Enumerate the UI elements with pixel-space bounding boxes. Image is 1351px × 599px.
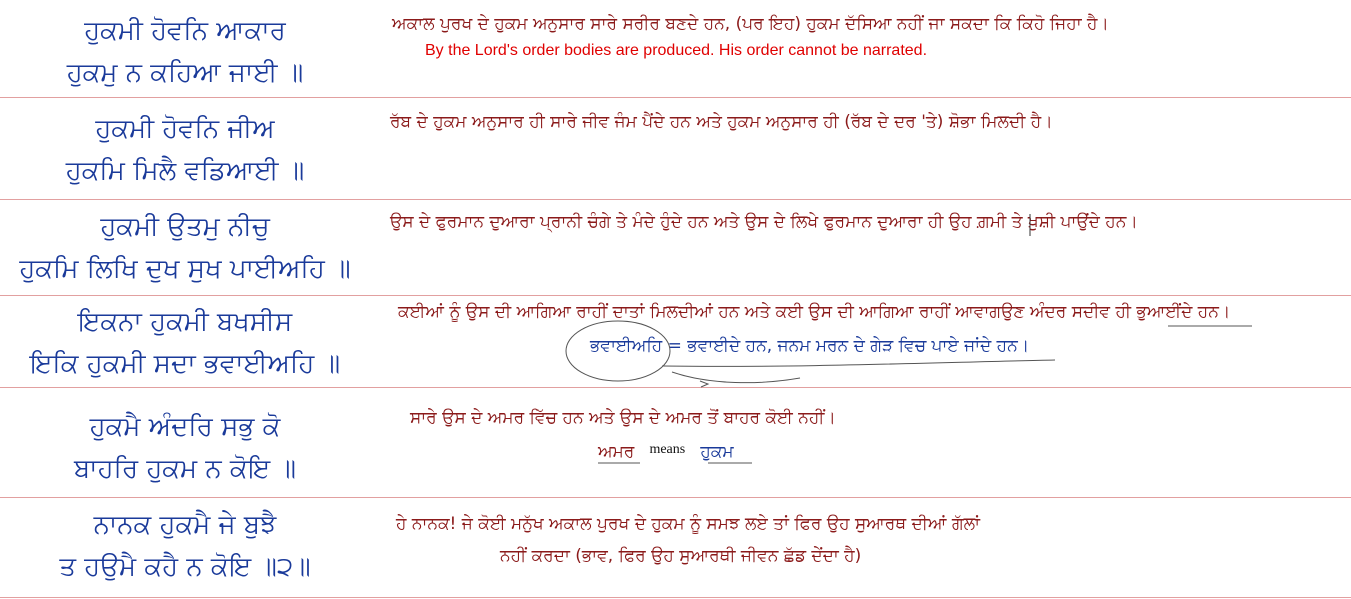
verse-line: ਬਾਹਰਿ ਹੁਕਮ ਨ ਕੋਇ ॥	[73, 454, 297, 484]
gloss-word: ਅਮਰ	[598, 442, 635, 462]
verse-text	[0, 206, 370, 290]
verse-row-1	[0, 0, 1351, 98]
english-translation: By the Lord's order bodies are produced. His order cannot be narrated.	[425, 42, 928, 59]
word-note: ਭਵਾਈਅਹਿ = ਭਵਾਈਦੇ ਹਨ, ਜਨਮ ਮਰਨ ਦੇ ਗੇੜ ਵਿਚ ਪਾਏ ਜਾਂਦੇ ਹਨ।	[590, 336, 1030, 356]
verse-line: ਇਕਨਾ ਹੁਕਮੀ ਬਖਸੀਸ	[77, 307, 293, 337]
meaning-line: ਹੇ ਨਾਨਕ! ਜੇ ਕੋਈ ਮਨੁੱਖ ਅਕਾਲ ਪੁਰਖ ਦੇ ਹੁਕਮ ਨੂੰ ਸਮਝ ਲਏ ਤਾਂ ਫਿਰ ਉਹ ਸੁਆਰਥ ਦੀਆਂ ਗੱਲਾਂ	[396, 514, 980, 534]
meaning-text: ਸਾਰੇ ਉਸ ਦੇ ਅਮਰ ਵਿੱਚ ਹਨ ਅਤੇ ਉਸ ਦੇ ਅਮਰ ਤੋਂ ਬਾਹਰ ਕੋਈ ਨਹੀਂ।	[410, 408, 836, 428]
meaning-text: ਅਕਾਲ ਪੁਰਖ ਦੇ ਹੁਕਮ ਅਨੁਸਾਰ ਸਾਰੇ ਸਰੀਰ ਬਣਦੇ ਹਨ, (ਪਰ ਇਹ) ਹੁਕਮ ਦੱਸਿਆ ਨਹੀਂ ਜਾ ਸਕਦਾ ਕਿ ਕਿਹੋ ਜਿਹਾ ਹੈ।	[392, 14, 1109, 34]
verse-text	[0, 10, 370, 94]
gloss-means: means	[649, 442, 686, 457]
verse-line: ਹੁਕਮੀ ਹੋਵਨਿ ਆਕਾਰ	[84, 16, 286, 46]
verse-line: ਹੁਕਮੀ ਉਤਮੁ ਨੀਚੁ	[100, 212, 270, 242]
verse-line: ਹੁਕਮਿ ਲਿਖਿ ਦੁਖ ਸੁਖ ਪਾਈਅਹਿ ॥	[19, 254, 351, 284]
verse-text	[0, 301, 370, 385]
verse-text	[0, 108, 370, 192]
meaning-text: ਰੱਬ ਦੇ ਹੁਕਮ ਅਨੁਸਾਰ ਹੀ ਸਾਰੇ ਜੀਵ ਜੰਮ ਪੈਂਦੇ ਹਨ ਅਤੇ ਹੁਕਮ ਅਨੁਸਾਰ ਹੀ (ਰੱਬ ਦੇ ਦਰ 'ਤੇ) ਸ਼ੋਭਾ ਮਿਲਦੀ ਹੈ।	[390, 112, 1053, 132]
verse-line: ਹੁਕਮੈ ਅੰਦਰਿ ਸਭੁ ਕੋ	[89, 412, 281, 442]
verse-line: ਇਕਿ ਹੁਕਮੀ ਸਦਾ ਭਵਾਈਅਹਿ ॥	[29, 349, 341, 379]
verse-row-6	[0, 498, 1351, 598]
verse-line: ਨਾਨਕ ਹੁਕਮੈ ਜੇ ਬੁਝੈ	[93, 510, 277, 540]
gloss	[598, 442, 734, 462]
verse-line: ਹੁਕਮੁ ਨ ਕਹਿਆ ਜਾਈ ॥	[66, 58, 304, 88]
verse-row-2	[0, 98, 1351, 200]
gloss-target: ਹੁਕਮ	[700, 442, 734, 462]
verse-line: ਹੁਕਮਿ ਮਿਲੈ ਵਡਿਆਈ ॥	[65, 156, 305, 186]
meaning-line: ਨਹੀਂ ਕਰਦਾ (ਭਾਵ, ਫਿਰ ਉਹ ਸੁਆਰਥੀ ਜੀਵਨ ਛੱਡ ਦੇਂਦਾ ਹੈ)	[500, 546, 862, 566]
verse-text	[0, 406, 370, 490]
meaning-text: ਉਸ ਦੇ ਫੁਰਮਾਨ ਦੁਆਰਾ ਪ੍ਰਾਨੀ ਚੰਗੇ ਤੇ ਮੰਦੇ ਹੁੰਦੇ ਹਨ ਅਤੇ ਉਸ ਦੇ ਲਿਖੇ ਫੁਰਮਾਨ ਦੁਆਰਾ ਹੀ ਉਹ ਗ਼ਮੀ ਤੇ ਖ਼ੁਸ਼ੀ ਪਾਉਂਦੇ ਹਨ।	[390, 212, 1138, 232]
meaning-text: ਕਈਆਂ ਨੂੰ ਉਸ ਦੀ ਆਗਿਆ ਰਾਹੀਂ ਦਾਤਾਂ ਮਿਲਦੀਆਂ ਹਨ ਅਤੇ ਕਈ ਉਸ ਦੀ ਆਗਿਆ ਰਾਹੀਂ ਆਵਾਗਉਣ ਅੰਦਰ ਸਦੀਵ ਹੀ ਭੁਆਈਂਦੇ ਹਨ।	[398, 302, 1231, 322]
verse-row-4	[0, 296, 1351, 388]
verse-line: ਤ ਹਉਮੈ ਕਹੈ ਨ ਕੋਇ ॥੨॥	[59, 552, 311, 582]
verse-row-5	[0, 388, 1351, 498]
verse-line: ਹੁਕਮੀ ਹੋਵਨਿ ਜੀਅ	[95, 114, 275, 144]
verse-text	[0, 504, 370, 588]
verse-row-3	[0, 200, 1351, 296]
